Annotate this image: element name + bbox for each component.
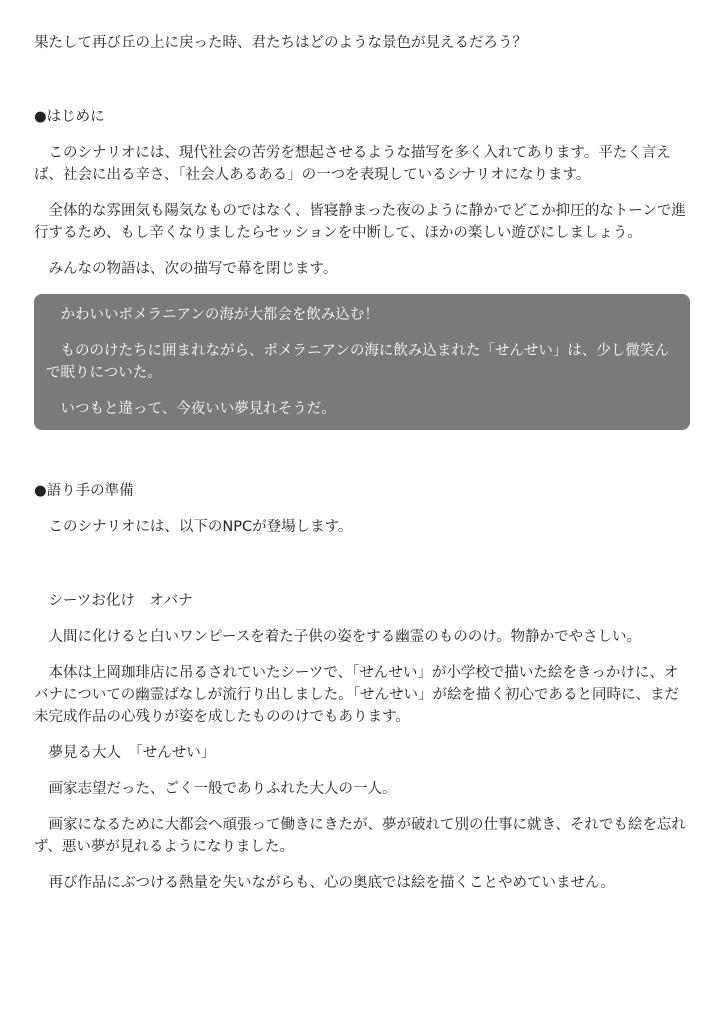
paragraph: 人間に化けると白いワンピースを着た子供の姿をする幽霊のもののけ。物静かでやさしい。 <box>34 629 642 645</box>
box-paragraph: かわいいポメラニアンの海が大都会を飲み込む！ <box>46 307 379 323</box>
section-heading-introduction: ●はじめに <box>34 109 105 125</box>
paragraph: 画家志望だった、ごく一般でありふれた大人の一人。 <box>34 781 397 797</box>
box-paragraph: もののけたちに囲まれながら、ポメラニアンの海に飲み込まれた「せんせい」は、少し微笑んで眠りについた。 <box>46 343 669 381</box>
paragraph: このシナリオには、以下のNPCが登場します。 <box>34 519 353 535</box>
paragraph: みんなの物語は、次の描写で幕を閉じます。 <box>34 261 338 277</box>
paragraph: 再び作品にぶつける熱量を失いながらも、心の奥底では絵を描くことやめていません。 <box>34 875 615 891</box>
npc-name: シーツお化け オバナ <box>34 593 193 609</box>
npc-name: 夢見る大人 「せんせい」 <box>34 745 216 761</box>
section-heading-preparation: ●語り手の準備 <box>34 483 134 499</box>
paragraph: 画家になるために大都会へ頑張って働きにきたが、夢が破れて別の仕事に就き、それでも絵を忘れず、悪い夢が見れるようになりました。 <box>34 817 686 855</box>
intro-text: 果たして再び丘の上に戻った時、君たちはどのような景色が見えるだろう？ <box>34 35 527 51</box>
paragraph: 全体的な雰囲気も陽気なものではなく、皆寝静まった夜のように静かでどこか抑圧的なトーンで進行するため、もし辛くなりましたらセッションを中断して、ほかの楽しい遊びにしましょう。 <box>34 203 686 241</box>
paragraph: 本体は上岡珈琲店に吊るされていたシーツで、「せんせい」が小学校で描いた絵をきっかけに、オバナについての幽霊ばなしが流行り出しました。「せんせい」が絵を描く初心であると同時に、まだ未完成作品の心残りが姿を成したもののけでもあります。 <box>34 665 679 725</box>
box-paragraph: いつもと違って、今夜いい夢見れそうだ。 <box>46 401 336 417</box>
paragraph: このシナリオには、現代社会の苦労を想起させるような描写を多く入れてあります。平たく言えば、社会に出る辛さ、「社会人あるある」の一つを表現しているシナリオになります。 <box>34 145 671 183</box>
ending-description-box <box>34 294 690 430</box>
document-page <box>34 32 690 908</box>
